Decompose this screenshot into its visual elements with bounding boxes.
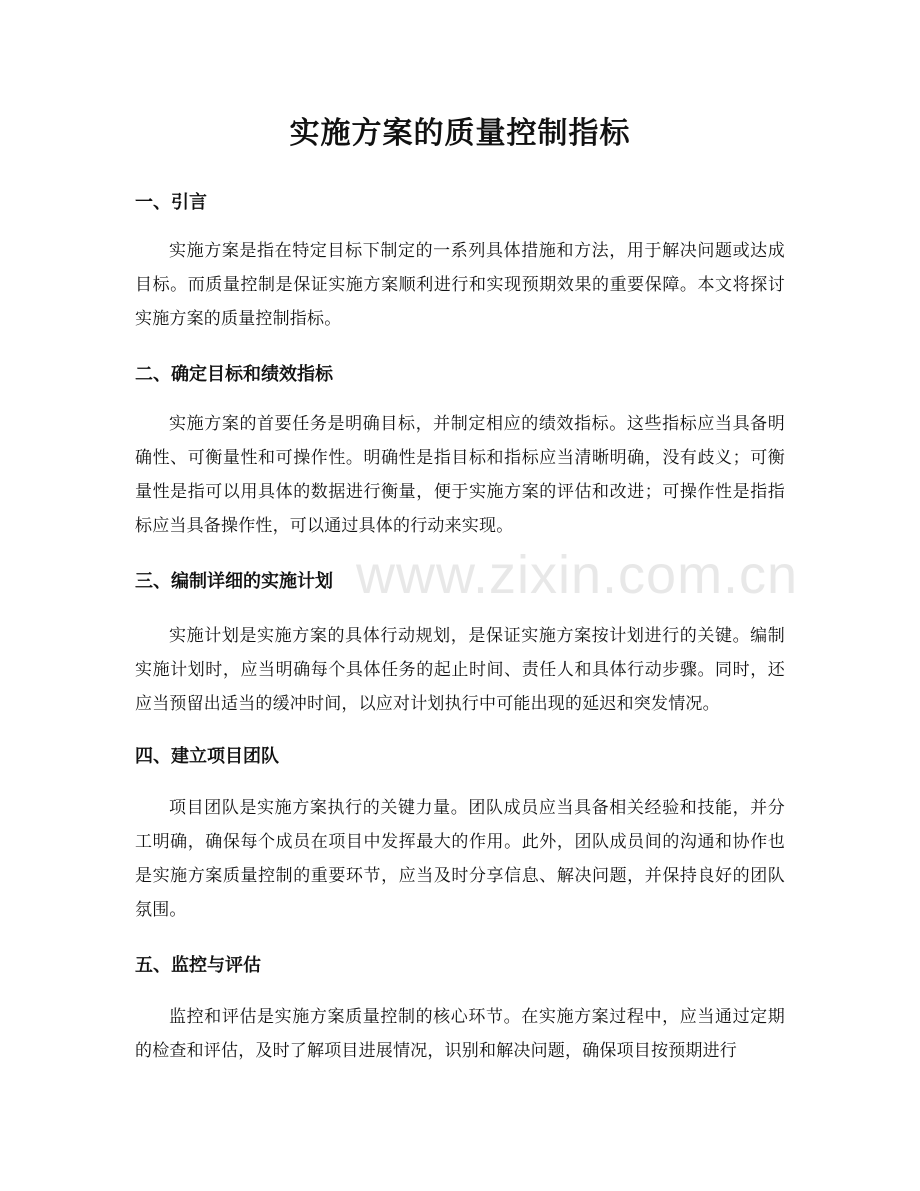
document-title: 实施方案的质量控制指标 bbox=[289, 116, 631, 151]
section-paragraph-intro: 实施方案是指在特定目标下制定的一系列具体措施和方法，用于解决问题或达成目标。而质量控制是保证实施方案顺利进行和实现预期效果的重要保障。本文将探讨实施方案的质量控制指标。 bbox=[135, 241, 785, 329]
section-paragraph-plan: 实施计划是实施方案的具体行动规划，是保证实施方案按计划进行的关键。编制实施计划时，应当明确每个具体任务的起止时间、责任人和具体行动步骤。同时，还应当预留出适当的缓冲时间，以应对计划执行中可能出现的延迟和突发情况。 bbox=[135, 626, 785, 714]
section-paragraph-team: 项目团队是实施方案执行的关键力量。团队成员应当具备相关经验和技能，并分工明确，确保每个成员在项目中发挥最大的作用。此外，团队成员间的沟通和协作也是实施方案质量控制的重要环节，应当及时分享信息、解决问题，并保持良好的团队氛围。 bbox=[135, 798, 785, 920]
section-paragraph-monitoring: 监控和评估是实施方案质量控制的核心环节。在实施方案过程中，应当通过定期的检查和评估，及时了解项目进展情况，识别和解决问题，确保项目按预期进行 bbox=[135, 1007, 785, 1061]
section-heading-team: 四、建立项目团队 bbox=[135, 746, 279, 767]
section-heading-monitoring: 五、监控与评估 bbox=[135, 955, 261, 976]
section-heading-goals: 二、确定目标和绩效指标 bbox=[135, 364, 333, 385]
section-heading-plan: 三、编制详细的实施计划 bbox=[135, 571, 333, 592]
section-paragraph-goals: 实施方案的首要任务是明确目标，并制定相应的绩效指标。这些指标应当具备明确性、可衡量性和可操作性。明确性是指目标和指标应当清晰明确，没有歧义；可衡量性是指可以用具体的数据进行衡量，便于实施方案的评估和改进；可操作性是指指标应当具备操作性，可以通过具体的行动来实现。 bbox=[135, 414, 785, 536]
section-heading-intro: 一、引言 bbox=[135, 192, 207, 213]
watermark: www.zixin.com.cn bbox=[356, 545, 799, 605]
